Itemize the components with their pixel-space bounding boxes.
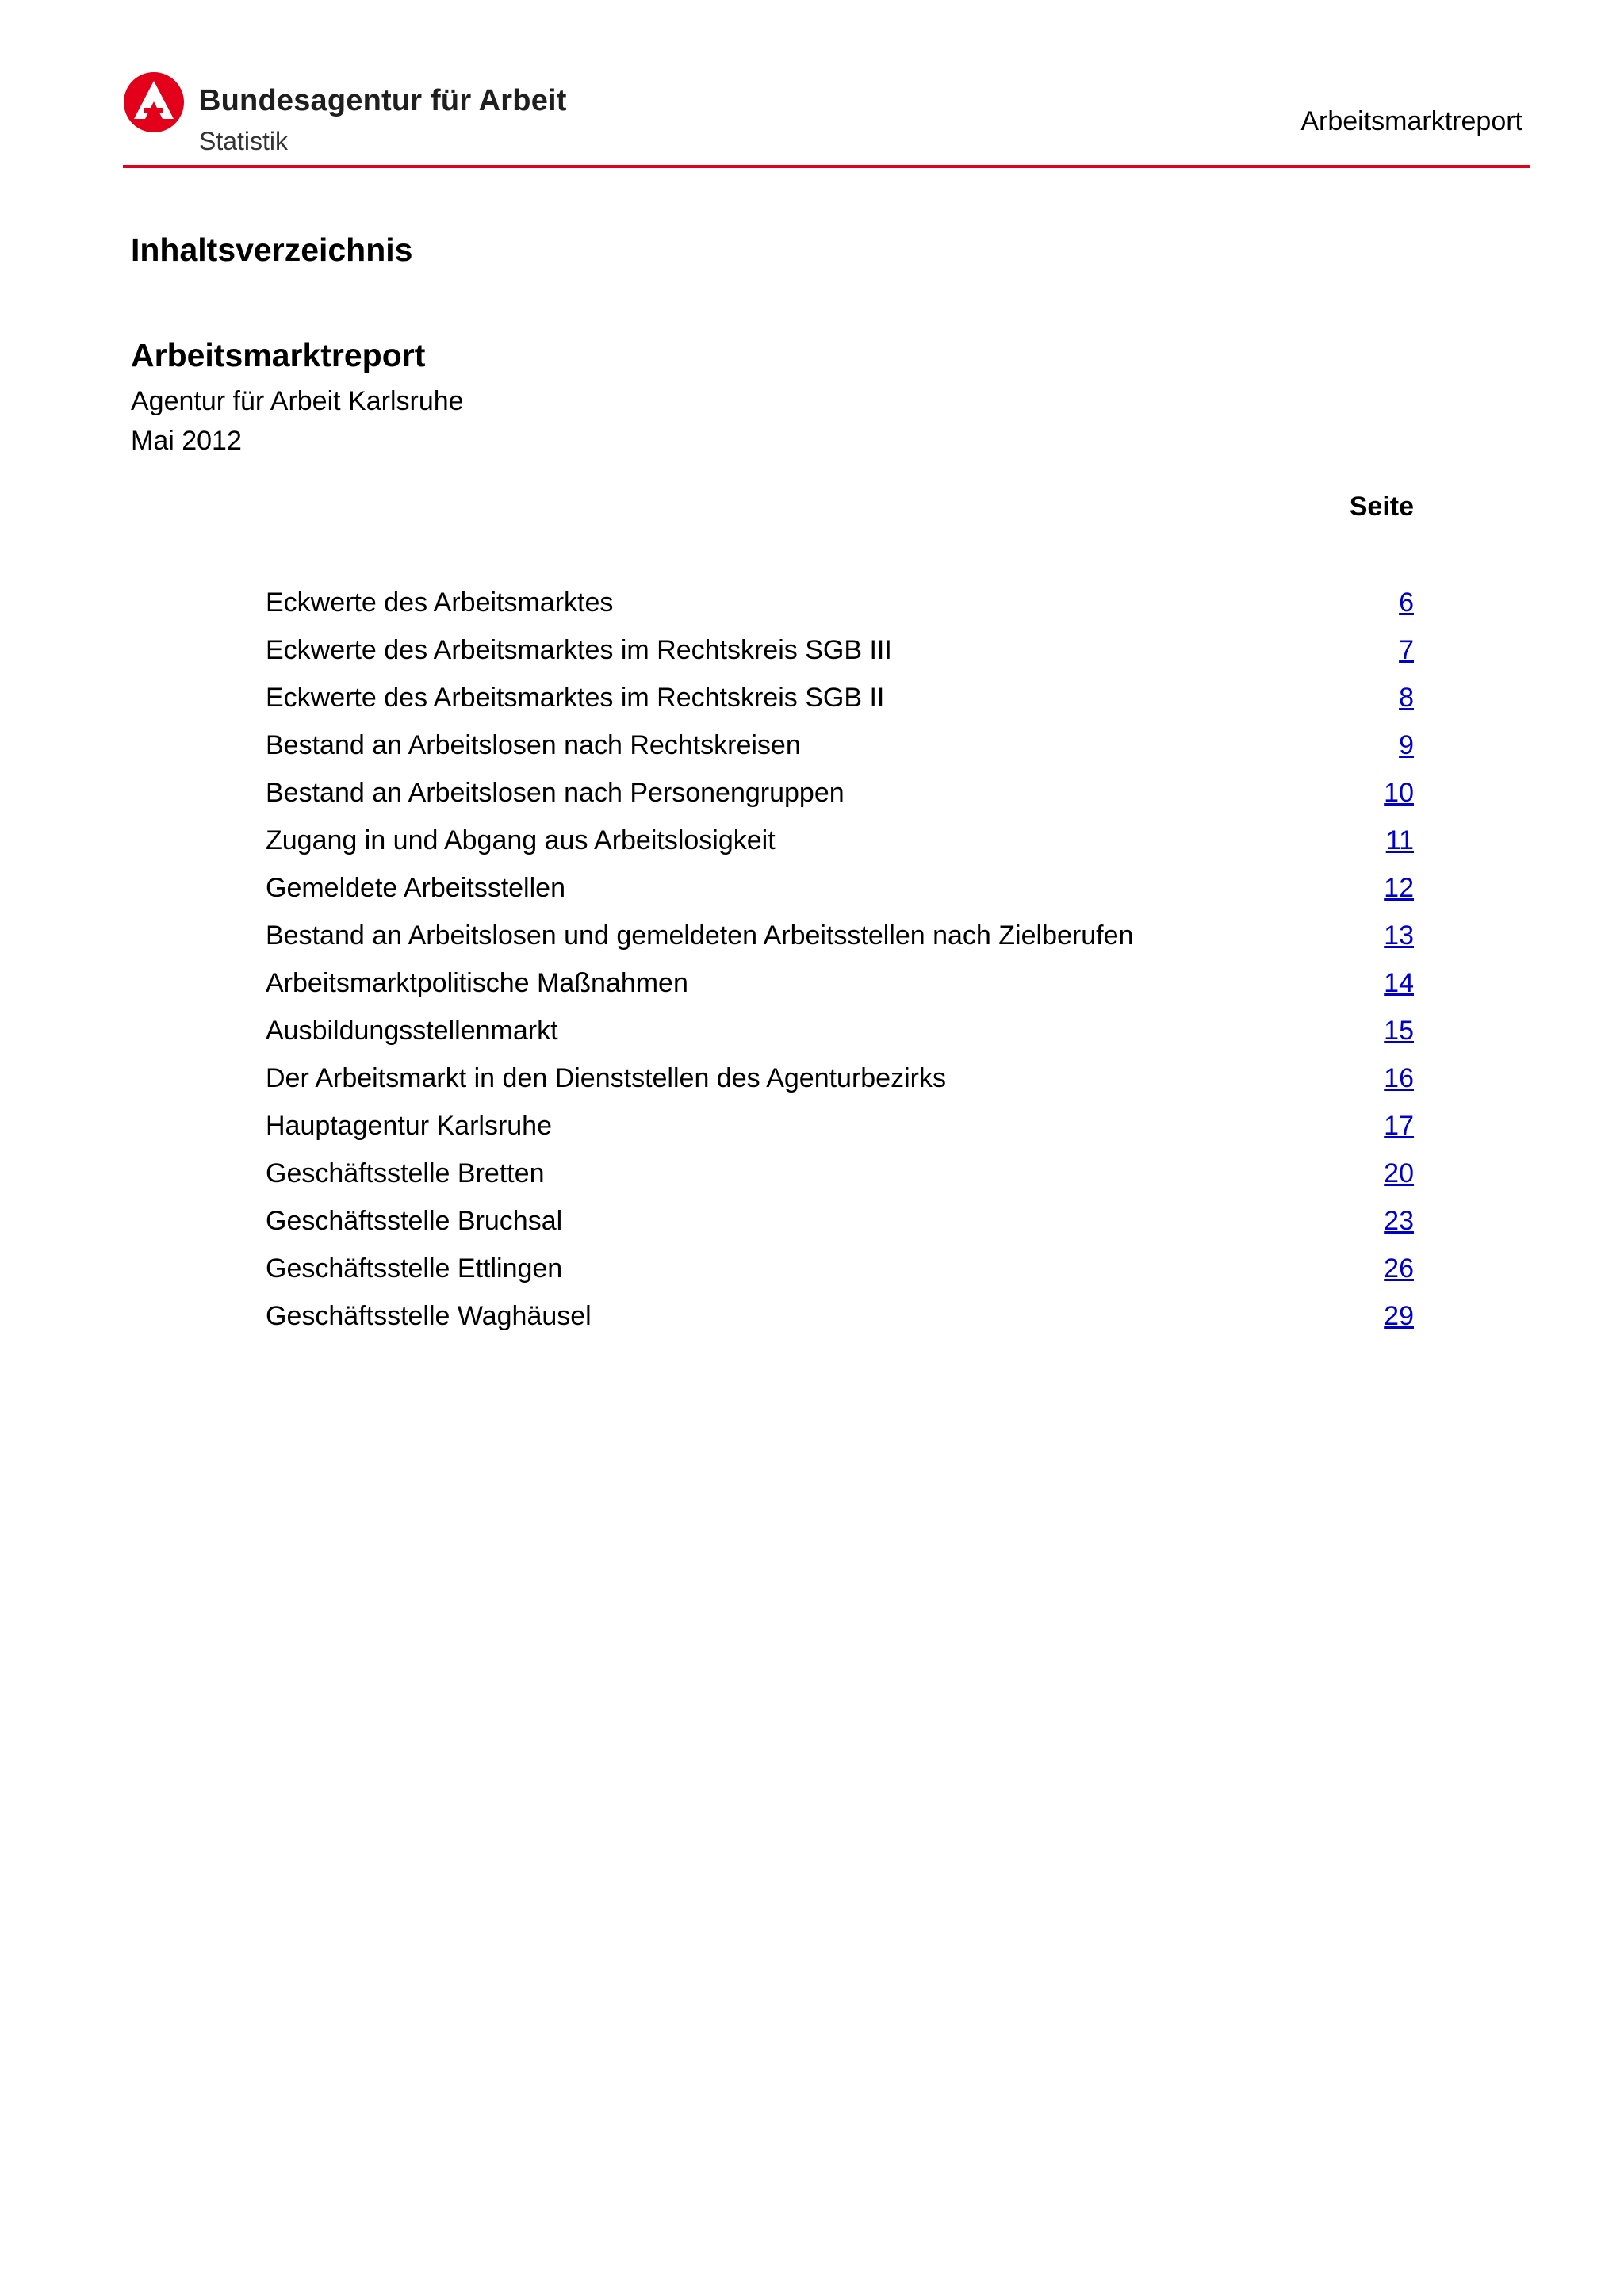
- toc-entry-label: Geschäftsstelle Bruchsal: [266, 1206, 563, 1236]
- toc-entry-label: Hauptagentur Karlsruhe: [266, 1111, 553, 1141]
- org-name: Bundesagentur für Arbeit: [199, 84, 567, 117]
- toc-entry-label: Der Arbeitsmarkt in den Dienststellen des Agenturbezirks: [266, 1063, 946, 1093]
- toc-entry-label: Bestand an Arbeitslosen nach Personengruppen: [266, 778, 845, 808]
- toc-row: [266, 964, 1414, 1012]
- header-report-label: Arbeitsmarktreport: [1300, 106, 1522, 136]
- toc-page-link[interactable]: 11: [1385, 825, 1414, 855]
- toc-list: [266, 584, 1414, 1345]
- report-title: Arbeitsmarktreport: [131, 337, 426, 373]
- toc-page-link[interactable]: 16: [1384, 1063, 1414, 1093]
- ba-logo-icon: [123, 71, 185, 133]
- toc-row: [266, 1107, 1414, 1154]
- toc-page-link[interactable]: 26: [1384, 1253, 1414, 1284]
- toc-entry-label: Zugang in und Abgang aus Arbeitslosigkeit: [266, 825, 776, 855]
- toc-entry-label: Ausbildungsstellenmarkt: [266, 1016, 558, 1046]
- report-agency: Agentur für Arbeit Karlsruhe: [131, 386, 464, 416]
- toc-row: [266, 1202, 1414, 1249]
- toc-entry-label: Bestand an Arbeitslosen nach Rechtskreisen: [266, 730, 801, 760]
- toc-row: [266, 679, 1414, 726]
- toc-row: [266, 916, 1414, 964]
- toc-row: [266, 1059, 1414, 1107]
- toc-page-link[interactable]: 20: [1384, 1158, 1414, 1188]
- toc-page-link[interactable]: 14: [1384, 968, 1414, 998]
- toc-entry-label: Arbeitsmarktpolitische Maßnahmen: [266, 968, 688, 998]
- toc-page-link[interactable]: 13: [1384, 920, 1414, 951]
- page-column-header: Seite: [1349, 492, 1414, 522]
- toc-entry-label: Eckwerte des Arbeitsmarktes im Rechtskreis SGB III: [266, 635, 892, 665]
- toc-page-link[interactable]: 23: [1384, 1206, 1414, 1236]
- toc-page-link[interactable]: 12: [1384, 873, 1414, 903]
- toc-row: [266, 1012, 1414, 1059]
- header-divider: [123, 165, 1530, 168]
- toc-entry-label: Geschäftsstelle Waghäusel: [266, 1301, 592, 1331]
- toc-page-link[interactable]: 8: [1399, 683, 1414, 713]
- toc-row: [266, 1154, 1414, 1202]
- toc-page-link[interactable]: 9: [1399, 730, 1414, 760]
- toc-row: [266, 821, 1414, 869]
- toc-title: Inhaltsverzeichnis: [131, 232, 413, 268]
- toc-row: [266, 1249, 1414, 1297]
- toc-page-link[interactable]: 15: [1384, 1016, 1414, 1046]
- toc-entry-label: Geschäftsstelle Ettlingen: [266, 1253, 563, 1284]
- toc-page-link[interactable]: 7: [1399, 635, 1414, 665]
- toc-entry-label: Gemeldete Arbeitsstellen: [266, 873, 565, 903]
- org-subtitle: Statistik: [199, 127, 289, 155]
- toc-row: [266, 869, 1414, 916]
- toc-page-link[interactable]: 10: [1384, 778, 1414, 808]
- toc-row: [266, 1297, 1414, 1345]
- toc-page-link[interactable]: 29: [1384, 1301, 1414, 1331]
- toc-row: [266, 726, 1414, 774]
- toc-page-link[interactable]: 6: [1399, 587, 1414, 618]
- toc-row: [266, 774, 1414, 821]
- toc-entry-label: Eckwerte des Arbeitsmarktes im Rechtskreis SGB II: [266, 683, 885, 713]
- toc-row: [266, 631, 1414, 679]
- toc-entry-label: Geschäftsstelle Bretten: [266, 1158, 545, 1188]
- report-date: Mai 2012: [131, 426, 242, 456]
- toc-page-link[interactable]: 17: [1384, 1111, 1414, 1141]
- toc-entry-label: Bestand an Arbeitslosen und gemeldeten Arbeitsstellen nach Zielberufen: [266, 920, 1134, 951]
- toc-entry-label: Eckwerte des Arbeitsmarktes: [266, 587, 614, 618]
- toc-row: [266, 584, 1414, 631]
- page-header: [123, 71, 1530, 166]
